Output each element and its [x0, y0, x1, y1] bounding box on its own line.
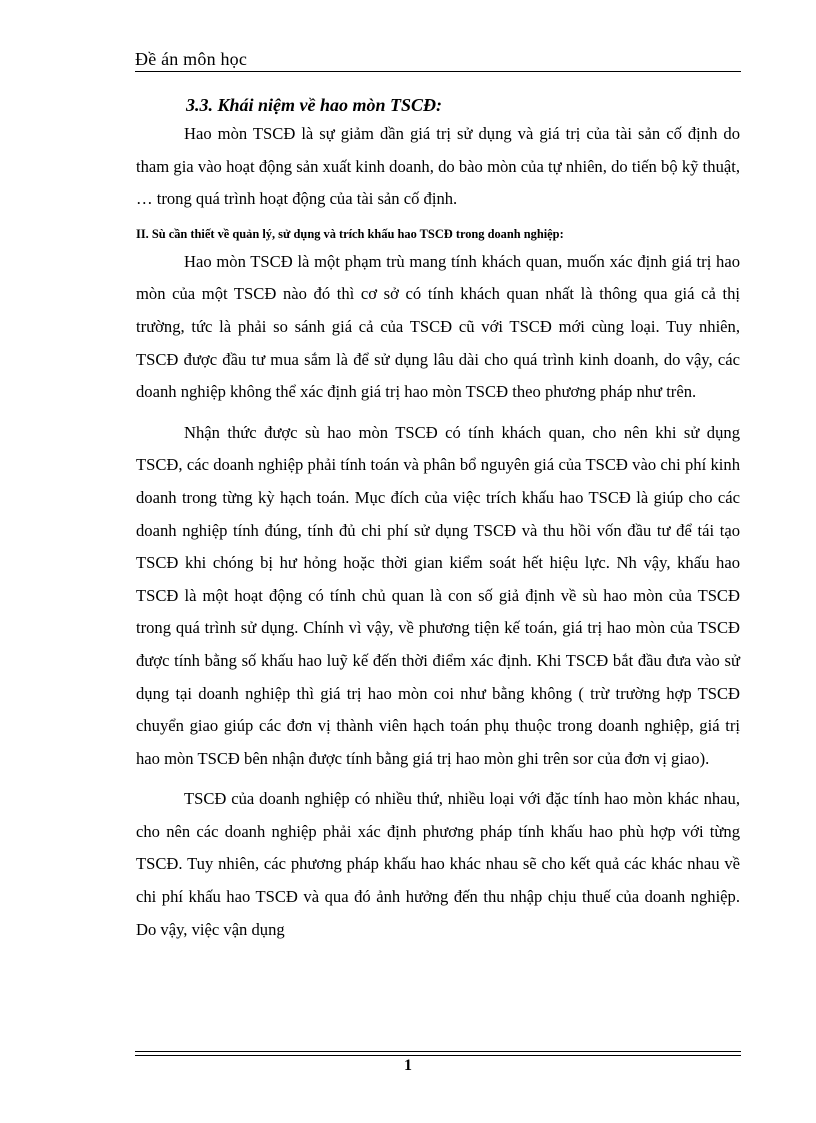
page-header-title: Đề án môn học	[135, 49, 248, 69]
section-3-3-heading: 3.3. Khái niệm về hao mòn TSCĐ:	[186, 95, 443, 115]
section-3-3-paragraph: Hao mòn TSCĐ là sự giảm dần giá trị sử dụng và giá trị của tài sản cố định do tham gia vào hoạt động sản xuất kinh doanh, do bào mòn của tự nhiên, do tiến bộ kỹ thuật, … trong quá trình hoạt động của tài sản cố định.	[136, 124, 740, 209]
header-rule	[135, 71, 741, 72]
section-ii-paragraph-2: Nhận thức được sù hao mòn TSCĐ có tính khách quan, cho nên khi sử dụng TSCĐ, các doanh nghiệp phải tính toán và phân bổ nguyên giá của TSCĐ vào chi phí kinh doanh trong từng kỳ hạch toán. Mục đích của việc trích khấu hao TSCĐ là giúp cho các doanh nghiệp tính đúng, tính đủ chi phí sử dụng TSCĐ và thu hồi vốn đầu tư để tái tạo TSCĐ khi chóng bị hư hỏng hoặc thời gian kiểm soát hết hiệu lực. Nh vậy, khấu hao TSCĐ là một hoạt động có tính chủ quan là con số giả định về sù hao mòn của TSCĐ trong quá trình sử dụng. Chính vì vậy, về phương tiện kế toán, giá trị hao mòn của TSCĐ được tính bằng số khấu hao luỹ kế đến thời điểm xác định. Khi TSCĐ bắt đầu đưa vào sử dụng tại doanh nghiệp thì giá trị hao mòn coi như bằng không ( trừ trường hợp TSCĐ chuyển giao giúp các đơn vị thành viên hạch toán phụ thuộc trong doanh nghiệp, giá trị hao mòn TSCĐ bên nhận được tính bằng giá trị hao mòn ghi trên sor của đơn vị giao).	[136, 422, 740, 768]
section-ii-paragraph-3: TSCĐ của doanh nghiệp có nhiều thứ, nhiều loại với đặc tính hao mòn khác nhau, cho nên các doanh nghiệp phải xác định phương pháp tính khấu hao phù hợp với từng TSCĐ. Tuy nhiên, các phương pháp khấu hao khác nhau sẽ cho kết quả các khác nhau về chi phí khấu hao TSCĐ và qua đó ảnh hưởng đến thu nhập chịu thuế của doanh nghiệp. Do vậy, việc vận dụng	[136, 789, 740, 939]
section-ii-paragraph-1: Hao mòn TSCĐ là một phạm trù mang tính khách quan, muốn xác định giá trị hao mòn của một TSCĐ nào đó thì cơ sở có tính khách quan nhất là thông qua giá cả thị trường, tức là phải so sánh giá cả của TSCĐ cũ với TSCĐ mới cùng loại. Tuy nhiên, TSCĐ được đầu tư mua sắm là để sử dụng lâu dài cho quá trình kinh doanh, do vậy, các doanh nghiệp không thể xác định giá trị hao mòn TSCĐ theo phương pháp như trên.	[136, 251, 740, 402]
footer-rule-top	[135, 1051, 741, 1052]
page-number: 1	[404, 1057, 412, 1074]
section-ii-heading: II. Sù cần thiết về quản lý, sử dụng và trích khấu hao TSCĐ trong doanh nghiệp:	[136, 226, 564, 241]
page-body	[136, 92, 740, 946]
